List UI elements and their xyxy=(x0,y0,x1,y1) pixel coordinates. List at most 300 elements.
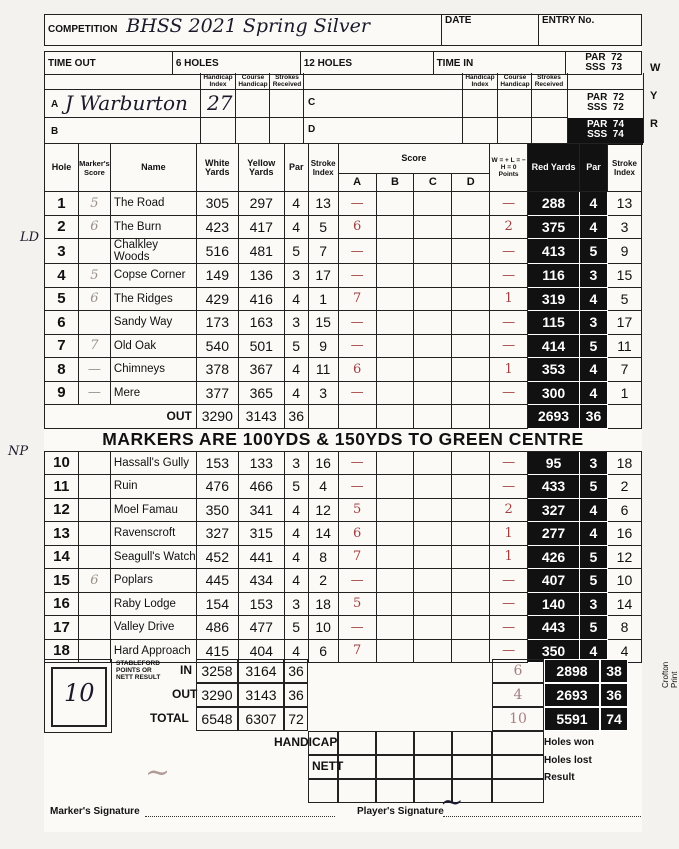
stroke-index: 9 xyxy=(308,334,338,358)
stroke-index: 4 xyxy=(308,475,338,499)
marker-score xyxy=(78,239,110,264)
score-a: — xyxy=(338,264,376,288)
stroke-index: 6 xyxy=(308,639,338,663)
tee-yellow-letter: Y xyxy=(650,90,658,102)
empty-cell xyxy=(414,731,452,755)
score-c xyxy=(414,215,452,239)
total-par: 72 xyxy=(284,707,308,731)
hole-name: Old Oak xyxy=(110,334,196,358)
result-value: 10 xyxy=(64,679,95,707)
score-c xyxy=(414,616,452,640)
red-par: 4 xyxy=(579,215,607,239)
empty-cell xyxy=(492,731,544,755)
red-par: 3 xyxy=(579,592,607,616)
marker-score: — xyxy=(78,381,110,405)
red-yards: 95 xyxy=(528,451,580,475)
points: 1 xyxy=(490,358,528,382)
hole-name: Poplars xyxy=(110,569,196,593)
score-d xyxy=(452,592,490,616)
red-stroke-index: 1 xyxy=(607,381,641,405)
hole-name: Hard Approach xyxy=(110,639,196,663)
grid-header-row xyxy=(45,144,642,174)
out-total-label: OUT xyxy=(172,687,198,701)
yellow-yards: 367 xyxy=(238,358,284,382)
score-c xyxy=(414,311,452,335)
marker-score xyxy=(78,545,110,569)
empty-cell xyxy=(414,755,452,779)
marker-score xyxy=(78,616,110,640)
white-yards: 516 xyxy=(196,239,238,264)
out-label: OUT xyxy=(45,405,197,429)
stroke-index: 2 xyxy=(308,569,338,593)
points: 1 xyxy=(490,287,528,311)
red-par: 5 xyxy=(579,239,607,264)
col-b: B xyxy=(376,174,414,192)
hole-name: Copse Corner xyxy=(110,264,196,288)
hole-number: 11 xyxy=(45,475,79,499)
red-stroke-index: 10 xyxy=(607,569,641,593)
times-row xyxy=(44,51,642,75)
score-b xyxy=(376,381,414,405)
stroke-index: 14 xyxy=(308,522,338,546)
hole-par: 3 xyxy=(284,451,308,475)
hole-row xyxy=(45,475,642,499)
score-b xyxy=(376,215,414,239)
hole-number: 15 xyxy=(45,569,79,593)
stroke-index: 11 xyxy=(308,358,338,382)
yellow-yards: 466 xyxy=(238,475,284,499)
score-c xyxy=(414,545,452,569)
hole-row xyxy=(45,358,642,382)
red-par: 3 xyxy=(579,311,607,335)
empty-cell xyxy=(308,779,338,803)
hole-par: 4 xyxy=(284,192,308,216)
stroke-index: 3 xyxy=(308,381,338,405)
col-hole: Hole xyxy=(45,144,79,192)
white-yards: 153 xyxy=(196,451,238,475)
red-stroke-index: 2 xyxy=(607,475,641,499)
stroke-index: 13 xyxy=(308,192,338,216)
score-b xyxy=(376,311,414,335)
stroke-index: 17 xyxy=(308,264,338,288)
white-yards: 378 xyxy=(196,358,238,382)
hole-row xyxy=(45,215,642,239)
stableford-label: STABLEFORD POINTS OR NETT RESULT xyxy=(116,660,161,681)
yellow-yards: 441 xyxy=(238,545,284,569)
hole-row xyxy=(45,311,642,335)
hole-number: 8 xyxy=(45,358,79,382)
red-par: 4 xyxy=(579,639,607,663)
hole-par: 4 xyxy=(284,358,308,382)
competition-value: BHSS 2021 Spring Silver xyxy=(126,15,370,37)
score-d xyxy=(452,264,490,288)
red-yards: 116 xyxy=(528,264,580,288)
yellow-yards: 365 xyxy=(238,381,284,405)
red-par: 4 xyxy=(579,287,607,311)
hole-row xyxy=(45,592,642,616)
score-d xyxy=(452,498,490,522)
red-par: 3 xyxy=(579,451,607,475)
out-white: 3290 xyxy=(196,405,238,429)
hole-row xyxy=(45,569,642,593)
out-yellow: 3143 xyxy=(238,405,284,429)
out-row xyxy=(45,405,642,429)
red-par: 4 xyxy=(579,192,607,216)
empty-cell xyxy=(492,755,544,779)
red-par: 3 xyxy=(579,264,607,288)
score-c xyxy=(414,192,452,216)
total-yellow: 6307 xyxy=(238,707,284,731)
score-b xyxy=(376,451,414,475)
col-par: Par xyxy=(284,144,308,192)
score-a: — xyxy=(338,381,376,405)
stroke-index: 10 xyxy=(308,616,338,640)
score-b xyxy=(376,264,414,288)
marker-score xyxy=(78,592,110,616)
yellow-yards: 417 xyxy=(238,215,284,239)
marker-signature: ~ xyxy=(145,755,171,790)
hole-number: 1 xyxy=(45,192,79,216)
hole-name: Sandy Way xyxy=(110,311,196,335)
nett-label: NETT xyxy=(312,759,344,773)
player-c-label: C xyxy=(308,97,316,108)
hole-row xyxy=(45,451,642,475)
score-a: 5 xyxy=(338,592,376,616)
white-yards: 429 xyxy=(196,287,238,311)
out-par: 36 xyxy=(284,683,308,707)
red-yards: 327 xyxy=(528,498,580,522)
marker-score xyxy=(78,475,110,499)
score-a: 7 xyxy=(338,287,376,311)
white-yards: 415 xyxy=(196,639,238,663)
total-pts: 10 xyxy=(492,707,544,731)
yellow-yards: 404 xyxy=(238,639,284,663)
red-yards: 300 xyxy=(528,381,580,405)
score-b xyxy=(376,192,414,216)
red-par: 5 xyxy=(579,616,607,640)
marker-score: 6 xyxy=(78,215,110,239)
hcp-index-label-ab: Handicap Index xyxy=(203,74,233,88)
yellow-yards: 481 xyxy=(238,239,284,264)
white-yards: 486 xyxy=(196,616,238,640)
marker-signature-label: Marker's Signature xyxy=(50,806,140,817)
hole-row xyxy=(45,545,642,569)
points: — xyxy=(490,192,528,216)
empty-cell xyxy=(338,755,376,779)
col-points: W = + L = − H = 0 Points xyxy=(490,144,528,192)
hole-number: 6 xyxy=(45,311,79,335)
tee-red-letter: R xyxy=(650,118,658,130)
empty-cell xyxy=(338,779,376,803)
yellow-yards: 297 xyxy=(238,192,284,216)
white-yards: 173 xyxy=(196,311,238,335)
hole-par: 3 xyxy=(284,592,308,616)
col-red: Red Yards xyxy=(528,144,580,192)
col-name: Name xyxy=(110,144,196,192)
hole-name: Chalkley Woods xyxy=(110,239,196,264)
score-a: — xyxy=(338,311,376,335)
col-red-par: Par xyxy=(579,144,607,192)
out-rpar: 36 xyxy=(600,683,628,707)
stroke-index: 8 xyxy=(308,545,338,569)
course-hcp-label-cd: Course Handicap xyxy=(500,74,530,88)
red-stroke-index: 13 xyxy=(607,192,641,216)
total-white: 6548 xyxy=(196,707,238,731)
stroke-index: 1 xyxy=(308,287,338,311)
points: 1 xyxy=(490,545,528,569)
red-yards: 277 xyxy=(528,522,580,546)
hcp-index-label-cd: Handicap Index xyxy=(465,74,495,88)
printer-credit: Crofton Print xyxy=(661,661,679,688)
points: 1 xyxy=(490,522,528,546)
player-signature: ~ xyxy=(440,785,464,818)
points: — xyxy=(490,264,528,288)
yellow-yards: 133 xyxy=(238,451,284,475)
hole-par: 5 xyxy=(284,475,308,499)
yellow-yards: 163 xyxy=(238,311,284,335)
hole-name: The Ridges xyxy=(110,287,196,311)
col-d: D xyxy=(452,174,490,192)
white-yards: 377 xyxy=(196,381,238,405)
score-a: 5 xyxy=(338,498,376,522)
hole-row xyxy=(45,381,642,405)
hole-number: 16 xyxy=(45,592,79,616)
score-b xyxy=(376,545,414,569)
score-c xyxy=(414,592,452,616)
hole-row xyxy=(45,264,642,288)
player-d-label: D xyxy=(308,124,316,135)
score-d xyxy=(452,616,490,640)
hole-row xyxy=(45,334,642,358)
red-yards: 375 xyxy=(528,215,580,239)
white-yards: 452 xyxy=(196,545,238,569)
points: — xyxy=(490,475,528,499)
hole-par: 3 xyxy=(284,311,308,335)
score-a: — xyxy=(338,616,376,640)
yellow-yards: 434 xyxy=(238,569,284,593)
red-par: 4 xyxy=(579,498,607,522)
points: 2 xyxy=(490,498,528,522)
out-red: 2693 xyxy=(544,683,600,707)
score-d xyxy=(452,358,490,382)
score-b xyxy=(376,287,414,311)
points: — xyxy=(490,616,528,640)
white-yards: 305 xyxy=(196,192,238,216)
score-c xyxy=(414,498,452,522)
entry-label: ENTRY No. xyxy=(542,15,595,26)
red-par: 4 xyxy=(579,358,607,382)
competition-label: COMPETITION xyxy=(48,24,118,35)
score-grid xyxy=(44,143,642,663)
empty-cell xyxy=(492,779,544,803)
score-c xyxy=(414,451,452,475)
markers-banner: MARKERS ARE 100YDS & 150YDS TO GREEN CENTRE xyxy=(45,428,642,451)
hole-name: The Road xyxy=(110,192,196,216)
total-red: 5591 xyxy=(544,707,600,731)
score-d xyxy=(452,475,490,499)
points: — xyxy=(490,239,528,264)
white-yards: 540 xyxy=(196,334,238,358)
hole-row xyxy=(45,522,642,546)
hole-name: The Burn xyxy=(110,215,196,239)
red-yards: 353 xyxy=(528,358,580,382)
hole-name: Raby Lodge xyxy=(110,592,196,616)
empty-cell xyxy=(376,779,414,803)
time-in-label: TIME IN xyxy=(436,57,474,69)
par-yellow-box: PAR 72 SSS 72 xyxy=(586,92,625,113)
hole-row xyxy=(45,498,642,522)
hole-name: Hassall's Gully xyxy=(110,451,196,475)
score-c xyxy=(414,475,452,499)
red-par: 4 xyxy=(579,522,607,546)
in-label: IN xyxy=(180,663,192,677)
yellow-yards: 341 xyxy=(238,498,284,522)
red-stroke-index: 18 xyxy=(607,451,641,475)
col-red-stroke: Stroke Index xyxy=(607,144,641,192)
red-stroke-index: 17 xyxy=(607,311,641,335)
col-score: Score xyxy=(338,144,490,174)
yellow-yards: 501 xyxy=(238,334,284,358)
hole-par: 4 xyxy=(284,287,308,311)
score-c xyxy=(414,569,452,593)
hole-par: 5 xyxy=(284,616,308,640)
marker-score: 6 xyxy=(78,569,110,593)
hole-par: 5 xyxy=(284,239,308,264)
red-yards: 443 xyxy=(528,616,580,640)
out-par: 36 xyxy=(284,405,308,429)
hole-name: Chimneys xyxy=(110,358,196,382)
empty-cell xyxy=(376,755,414,779)
date-label: DATE xyxy=(445,15,472,26)
hole-row xyxy=(45,192,642,216)
score-a: 6 xyxy=(338,358,376,382)
yellow-yards: 477 xyxy=(238,616,284,640)
hole-par: 4 xyxy=(284,381,308,405)
col-marker: Marker's Score xyxy=(78,144,110,192)
marker-score xyxy=(78,522,110,546)
hole-name: Mere xyxy=(110,381,196,405)
red-stroke-index: 9 xyxy=(607,239,641,264)
red-stroke-index: 16 xyxy=(607,522,641,546)
out-red: 2693 xyxy=(528,405,580,429)
red-stroke-index: 7 xyxy=(607,358,641,382)
score-d xyxy=(452,287,490,311)
marker-score: 5 xyxy=(78,192,110,216)
red-stroke-index: 6 xyxy=(607,498,641,522)
stroke-index: 16 xyxy=(308,451,338,475)
player-a-name: J Warburton xyxy=(65,91,188,115)
white-yards: 350 xyxy=(196,498,238,522)
player-a-label: A xyxy=(51,99,59,110)
marker-score: 7 xyxy=(78,334,110,358)
col-c: C xyxy=(414,174,452,192)
in-rpar: 38 xyxy=(600,659,628,683)
red-yards: 288 xyxy=(528,192,580,216)
score-d xyxy=(452,381,490,405)
red-yards: 413 xyxy=(528,239,580,264)
score-b xyxy=(376,475,414,499)
score-c xyxy=(414,287,452,311)
stroke-index: 12 xyxy=(308,498,338,522)
score-a: — xyxy=(338,451,376,475)
hole-number: 3 xyxy=(45,239,79,264)
score-b xyxy=(376,592,414,616)
in-yellow: 3164 xyxy=(238,659,284,683)
points: — xyxy=(490,451,528,475)
hole-number: 13 xyxy=(45,522,79,546)
total-rpar: 74 xyxy=(600,707,628,731)
red-stroke-index: 14 xyxy=(607,592,641,616)
red-stroke-index: 5 xyxy=(607,287,641,311)
score-b xyxy=(376,334,414,358)
in-par: 36 xyxy=(284,659,308,683)
marker-score xyxy=(78,498,110,522)
holes-lost-label: Holes lost xyxy=(544,755,592,766)
score-b xyxy=(376,522,414,546)
player-signature-label: Player's Signature xyxy=(357,806,444,817)
score-a: 7 xyxy=(338,639,376,663)
hole-number: 17 xyxy=(45,616,79,640)
red-yards: 433 xyxy=(528,475,580,499)
hole-row xyxy=(45,287,642,311)
yellow-yards: 315 xyxy=(238,522,284,546)
marker-score: — xyxy=(78,358,110,382)
player-a-handicap: 27 xyxy=(207,91,233,115)
hole-par: 4 xyxy=(284,569,308,593)
hole-name: Valley Drive xyxy=(110,616,196,640)
points: — xyxy=(490,381,528,405)
result-label: Result xyxy=(544,772,575,783)
empty-cell xyxy=(452,755,492,779)
score-a: — xyxy=(338,334,376,358)
hole-number: 14 xyxy=(45,545,79,569)
white-yards: 154 xyxy=(196,592,238,616)
hole-par: 4 xyxy=(284,545,308,569)
in-red: 2898 xyxy=(544,659,600,683)
hole-par: 4 xyxy=(284,522,308,546)
par-red-box: PAR 74 SSS 74 xyxy=(568,118,643,145)
score-d xyxy=(452,192,490,216)
score-b xyxy=(376,498,414,522)
markers-banner-row xyxy=(45,428,642,451)
score-d xyxy=(452,522,490,546)
hole-name: Moel Famau xyxy=(110,498,196,522)
score-c xyxy=(414,358,452,382)
hole-par: 4 xyxy=(284,639,308,663)
score-b xyxy=(376,239,414,264)
hole-number: 7 xyxy=(45,334,79,358)
points: 2 xyxy=(490,215,528,239)
red-yards: 414 xyxy=(528,334,580,358)
strokes-received-label-ab: Strokes Received xyxy=(272,74,302,88)
stroke-index: 7 xyxy=(308,239,338,264)
note-np: NP xyxy=(8,444,29,459)
score-c xyxy=(414,239,452,264)
hole-name: Seagull's Watch xyxy=(110,545,196,569)
red-par: 5 xyxy=(579,545,607,569)
score-a: — xyxy=(338,239,376,264)
out-yellow: 3143 xyxy=(238,683,284,707)
hole-par: 3 xyxy=(284,264,308,288)
totals-block xyxy=(44,659,642,814)
white-yards: 476 xyxy=(196,475,238,499)
red-yards: 350 xyxy=(528,639,580,663)
points: — xyxy=(490,334,528,358)
col-white: White Yards xyxy=(196,144,238,192)
out-red-par: 36 xyxy=(579,405,607,429)
score-b xyxy=(376,616,414,640)
score-a: 7 xyxy=(338,545,376,569)
